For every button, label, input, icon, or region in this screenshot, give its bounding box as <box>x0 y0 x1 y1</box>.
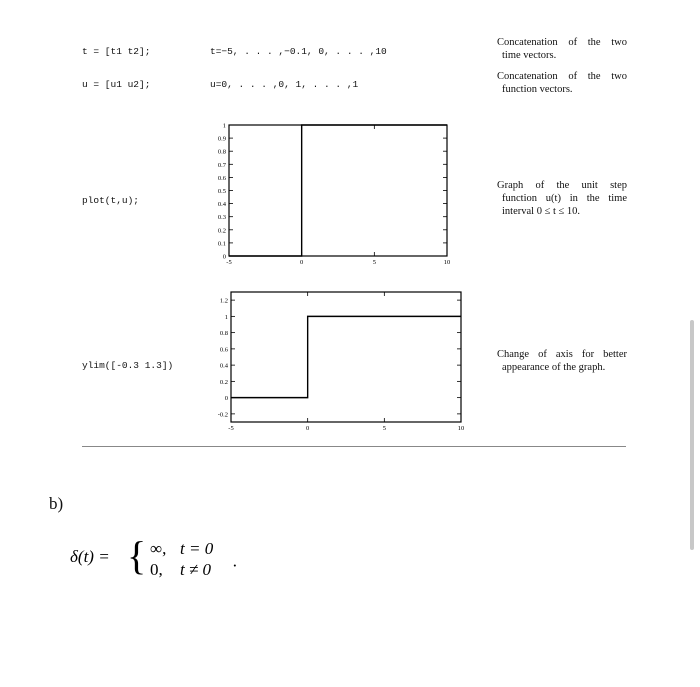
x-tick-label: 0 <box>300 259 304 266</box>
y-tick-label: 0.4 <box>219 362 228 370</box>
case1-value: ∞, <box>150 539 167 558</box>
command-ylim: ylim([-0.3 1.3]) <box>82 360 174 371</box>
x-tick-label: -5 <box>226 259 232 266</box>
y-tick-label: 0.8 <box>219 330 228 338</box>
x-tick-label: 0 <box>306 425 310 432</box>
y-tick-label: 0.6 <box>217 174 226 182</box>
y-tick-label: 0 <box>222 253 226 261</box>
note-ylim: Change of axis for better appearance of the graph. <box>497 349 627 373</box>
equation-lhs: δ(t) = <box>70 547 110 566</box>
y-tick-label: -0.2 <box>217 411 228 419</box>
x-tick-label: 10 <box>457 425 465 432</box>
y-tick-label: 0.3 <box>217 214 226 222</box>
command-concat-function: u = [u1 u2]; <box>82 79 151 90</box>
y-tick-label: 0.2 <box>219 378 228 386</box>
y-tick-label: 1.2 <box>219 297 228 305</box>
step-plot-ylim-chart <box>190 282 480 442</box>
x-tick-label: 10 <box>443 259 451 266</box>
y-tick-label: 0.4 <box>217 201 226 209</box>
result-time-vector: t=−5, . . . ,−0.1, 0, . . . ,10 <box>210 46 387 57</box>
dirac-delta-equation <box>70 532 270 587</box>
step-series-line <box>231 316 461 397</box>
plot-frame <box>229 125 447 256</box>
y-tick-label: 0.7 <box>217 161 226 169</box>
case1-condition: t = 0 <box>180 539 214 558</box>
case2-condition: t ≠ 0 <box>180 560 212 579</box>
y-tick-label: 0.5 <box>217 188 226 195</box>
section-divider <box>82 446 626 447</box>
note-concat-function: Concatenation of the two function vectors. <box>497 71 627 95</box>
note-plot: Graph of the unit step function u(t) in the time interval 0 ≤ t ≤ 10. <box>497 180 627 217</box>
result-function-vector: u=0, . . . ,0, 1, . . . ,1 <box>210 79 359 90</box>
command-plot: plot(t,u); <box>82 195 140 206</box>
y-tick-label: 0.2 <box>217 227 226 235</box>
y-tick-label: 0.8 <box>217 148 226 156</box>
y-tick-label: 1 <box>222 122 226 130</box>
y-tick-label: 0.6 <box>219 346 228 354</box>
y-tick-label: 1 <box>224 313 228 321</box>
step-series-line <box>229 125 447 256</box>
x-tick-label: 5 <box>372 259 376 266</box>
plot-frame <box>231 292 461 422</box>
case2-value: 0, <box>150 560 163 579</box>
command-concat-time: t = [t1 t2]; <box>82 46 151 57</box>
equation-end: · <box>232 556 238 575</box>
y-tick-label: 0 <box>224 395 228 403</box>
y-tick-label: 0.1 <box>217 240 226 248</box>
part-label: b) <box>49 494 64 513</box>
step-plot-chart <box>190 110 470 270</box>
brace-icon: { <box>127 533 147 578</box>
x-tick-label: 5 <box>382 425 386 432</box>
note-concat-time: Concatenation of the two time vectors. <box>497 37 627 61</box>
scrollbar[interactable] <box>690 320 694 550</box>
y-tick-label: 0.9 <box>217 135 226 143</box>
x-tick-label: -5 <box>228 425 234 432</box>
